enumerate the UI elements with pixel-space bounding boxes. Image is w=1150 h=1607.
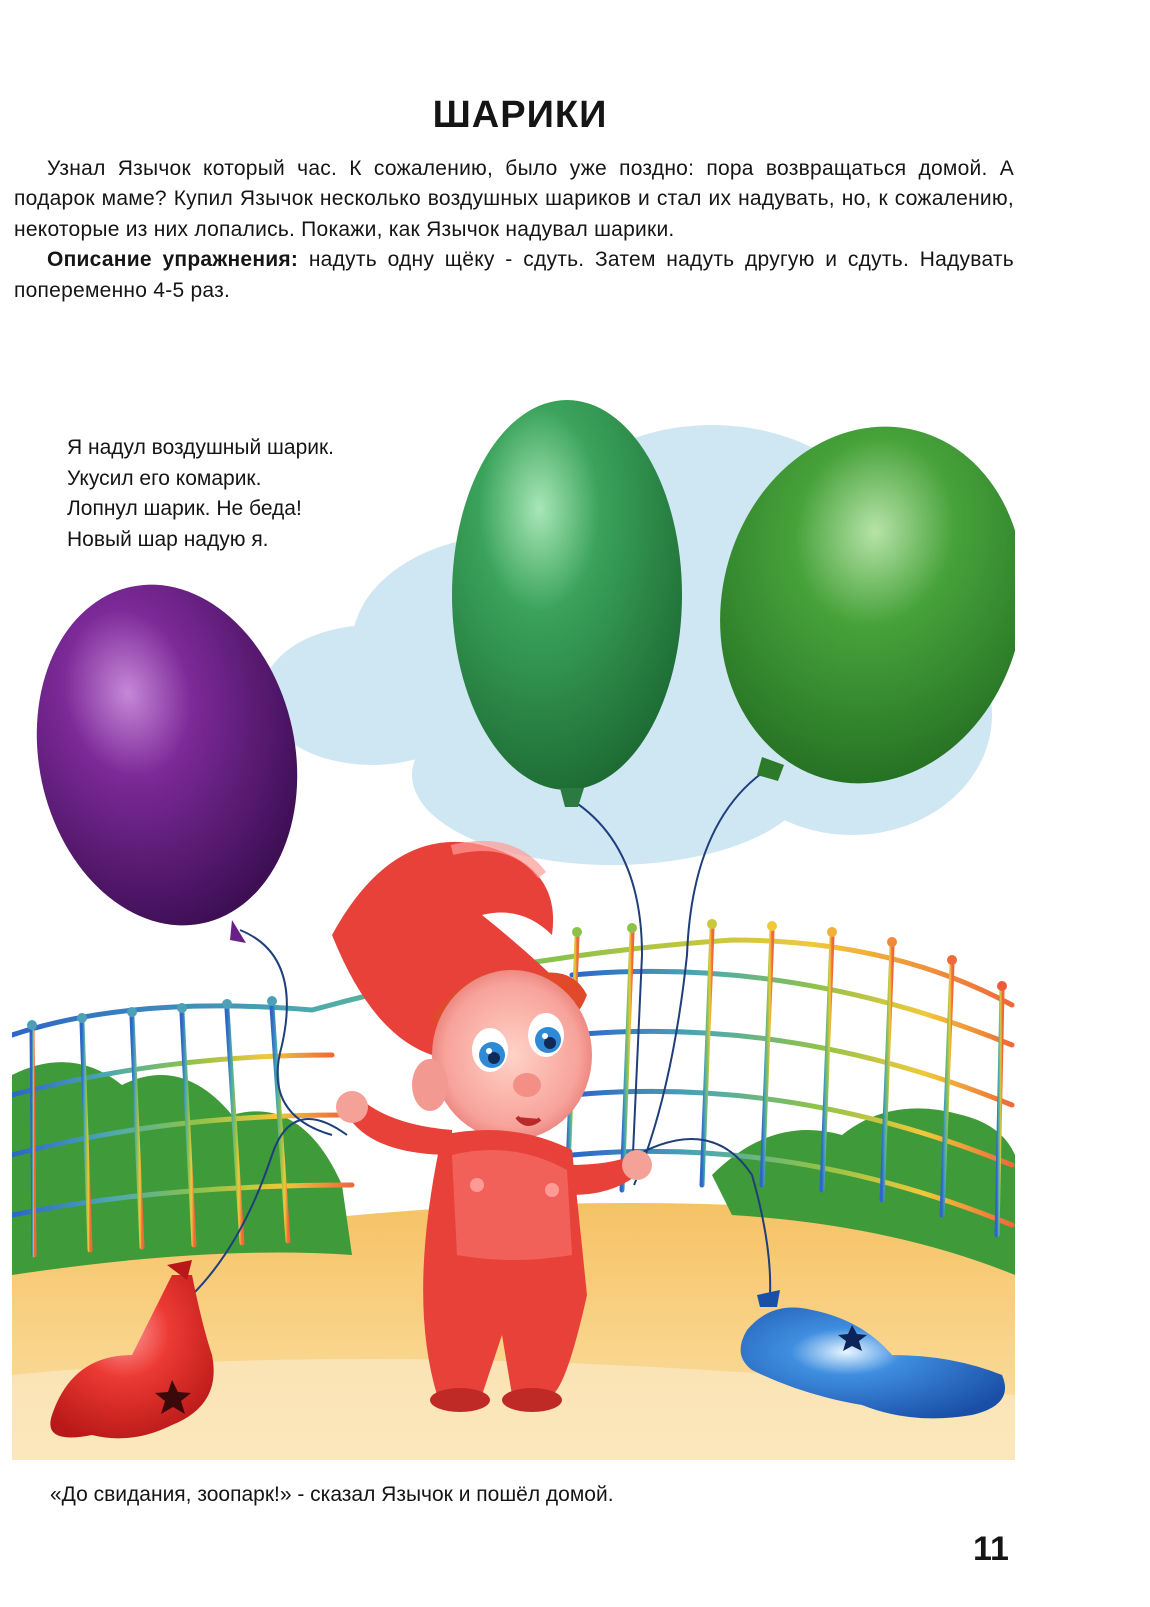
page-title: ШАРИКИ	[432, 94, 608, 136]
poem-line: Новый шар надую я.	[67, 527, 269, 551]
poem	[67, 433, 334, 555]
body-text	[14, 154, 1014, 306]
exercise-label: Описание упражнения:	[47, 248, 299, 272]
exercise-text: надуть одну щёку - сдуть. Затем надуть другую и сдуть. Надувать попеременно 4-5 раз.	[14, 248, 1014, 302]
bush-left	[12, 1062, 352, 1275]
caption: «До свидания, зоопарк!» - сказал Язычок и пошёл домой.	[50, 1483, 614, 1506]
page-number: 11	[973, 1530, 1009, 1568]
story-paragraph: Узнал Язычок который час. К сожалению, было уже поздно: пора возвращаться домой. А подарок маме? Купил Язычок несколько воздушных шариков и стал их надувать, но, к сожалению, некоторые из них лопались. Покажи, как Язычок надувал шарики.	[14, 157, 1014, 241]
exercise-paragraph	[14, 245, 1014, 306]
poem-line: Лопнул шарик. Не беда!	[67, 497, 302, 520]
poem-line: Укусил его комарик.	[67, 466, 262, 490]
purple-balloon	[12, 560, 328, 950]
poem-line: Я надул воздушный шарик.	[67, 436, 335, 459]
